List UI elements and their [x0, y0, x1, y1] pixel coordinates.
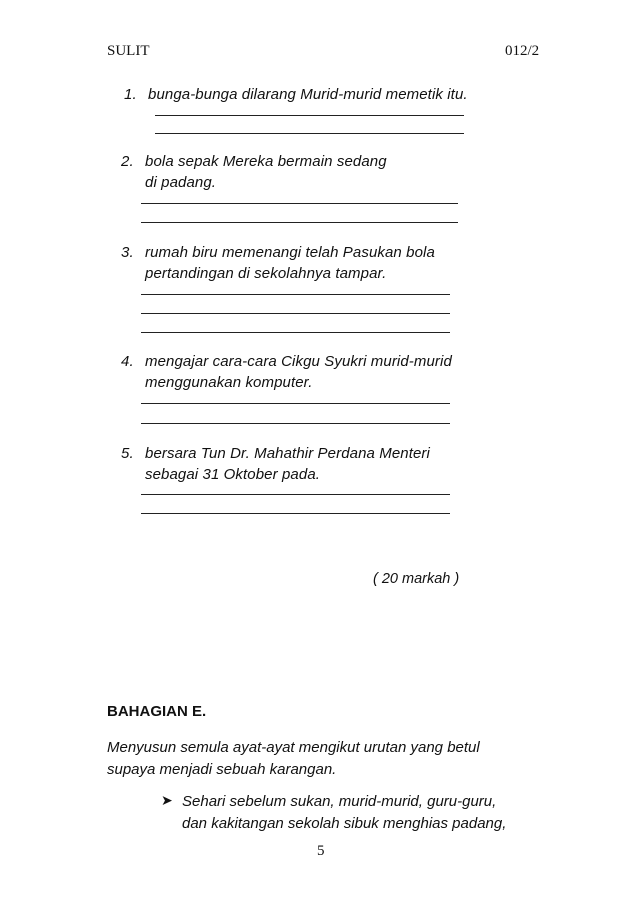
answer-line	[141, 313, 450, 314]
question-1-number: 1.	[124, 86, 137, 103]
question-5-text-line-2: sebagai 31 Oktober pada.	[145, 466, 321, 483]
question-3-number: 3.	[121, 244, 134, 261]
header-paper-code: 012/2	[505, 43, 540, 59]
answer-line	[155, 115, 464, 116]
answer-line	[155, 133, 464, 134]
answer-line	[141, 294, 450, 295]
answer-line	[141, 332, 450, 333]
question-3-text-line-1: rumah biru memenangi telah Pasukan bola	[145, 244, 435, 261]
bullet-line-1: Sehari sebelum sukan, murid-murid, guru-guru,	[182, 793, 497, 810]
instruction-line-1: Menyusun semula ayat-ayat mengikut urutan yang betul	[107, 739, 480, 756]
marks-label: ( 20 markah )	[373, 571, 460, 587]
answer-line	[141, 222, 458, 223]
question-2-text-line-2: di padang.	[145, 174, 217, 191]
question-4-number: 4.	[121, 353, 134, 370]
answer-line	[141, 403, 450, 404]
question-1-text: bunga-bunga dilarang Murid-murid memetik itu.	[148, 86, 468, 103]
answer-line	[141, 513, 450, 514]
instruction-line-2: supaya menjadi sebuah karangan.	[107, 761, 337, 778]
page-number: 5	[317, 843, 325, 859]
arrow-bullet-icon: ➤	[161, 793, 173, 809]
question-5-number: 5.	[121, 445, 134, 462]
question-5-text-line-1: bersara Tun Dr. Mahathir Perdana Menteri	[145, 445, 430, 462]
question-3-text-line-2: pertandingan di sekolahnya tampar.	[145, 265, 387, 282]
header-sulit: SULIT	[107, 43, 150, 59]
question-4-text-line-1: mengajar cara-cara Cikgu Syukri murid-murid	[145, 353, 452, 370]
answer-line	[141, 423, 450, 424]
question-4-text-line-2: menggunakan komputer.	[145, 374, 313, 391]
question-2-number: 2.	[121, 153, 134, 170]
answer-line	[141, 203, 458, 204]
section-title: BAHAGIAN E.	[107, 703, 207, 720]
answer-line	[141, 494, 450, 495]
bullet-line-2: dan kakitangan sekolah sibuk menghias padang,	[182, 815, 507, 832]
question-2-text-line-1: bola sepak Mereka bermain sedang	[145, 153, 387, 170]
